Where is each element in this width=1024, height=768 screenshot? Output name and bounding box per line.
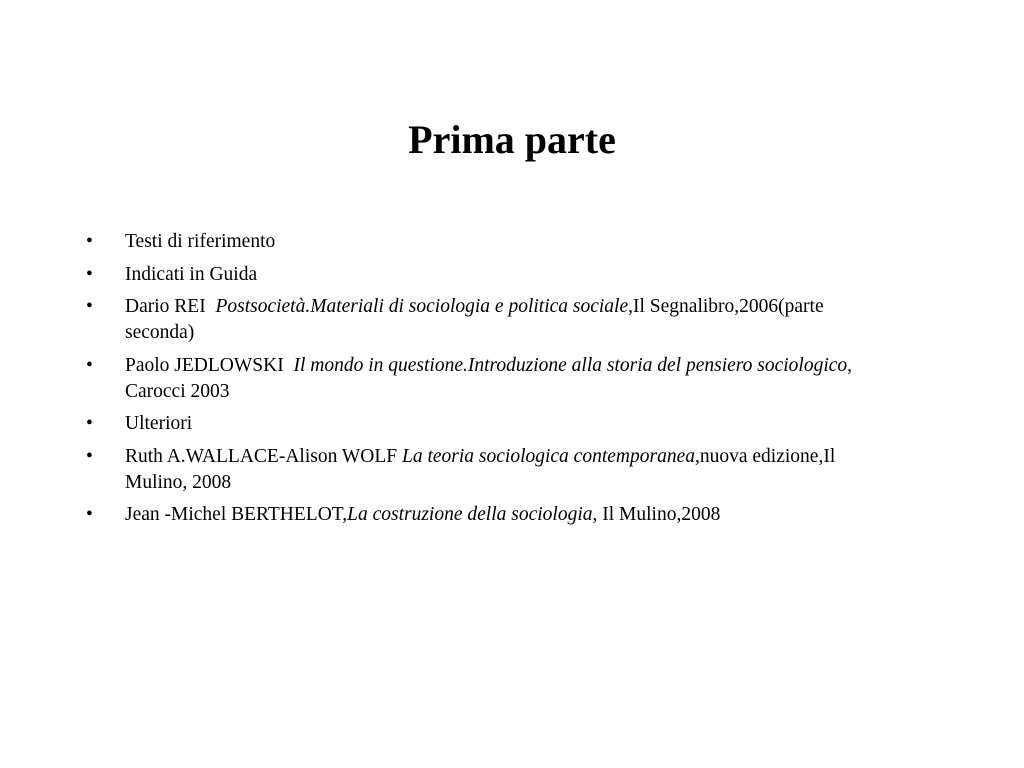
bullet-marker: • xyxy=(86,504,93,525)
reference-title: Postsocietà.Materiali di sociologia e politica sociale xyxy=(215,296,629,317)
bullet-marker: • xyxy=(86,413,93,434)
bullet-list xyxy=(86,229,876,535)
bullet-item-testi-di-riferimento xyxy=(86,229,876,255)
bullet-marker: • xyxy=(86,231,93,252)
bullet-item-indicati-in-guida xyxy=(86,262,876,288)
bullet-item-rei xyxy=(86,294,876,346)
reference-author: Paolo JEDLOWSKI xyxy=(125,354,294,376)
bullet-text: Testi di riferimento xyxy=(125,231,276,252)
bullet-item-ulteriori xyxy=(86,411,876,437)
reference-author: Jean -Michel BERTHELOT, xyxy=(125,504,348,525)
reference-details: , Il Mulino,2008 xyxy=(592,504,721,525)
bullet-marker: • xyxy=(86,296,93,317)
reference-title: La costruzione della sociologia xyxy=(347,504,593,525)
bullet-marker: • xyxy=(86,354,93,376)
bullet-marker: • xyxy=(86,263,93,285)
reference-details: , Carocci 2003 xyxy=(125,354,853,402)
bullet-text: Indicati in Guida xyxy=(125,263,258,285)
slide-title: Prima parte xyxy=(408,117,616,162)
bullet-text: Ulteriori xyxy=(125,413,193,434)
reference-title: La teoria sociologica contemporanea xyxy=(401,445,695,467)
reference-details: ,nuova edizione,Il Mulino, 2008 xyxy=(125,445,836,493)
reference-title: Il mondo in questione.Introduzione alla storia del pensiero sociologico xyxy=(293,354,848,376)
reference-author: Ruth A.WALLACE-Alison WOLF xyxy=(125,445,402,467)
reference-author: Dario REI xyxy=(125,296,216,317)
reference-details: ,Il Segnalibro,2006(parte seconda) xyxy=(125,296,824,343)
bullet-item-jedlowski xyxy=(86,353,876,405)
bullet-item-berthelot xyxy=(86,502,876,528)
bullet-item-wallace-wolf xyxy=(86,444,876,496)
bullet-marker: • xyxy=(86,445,93,467)
